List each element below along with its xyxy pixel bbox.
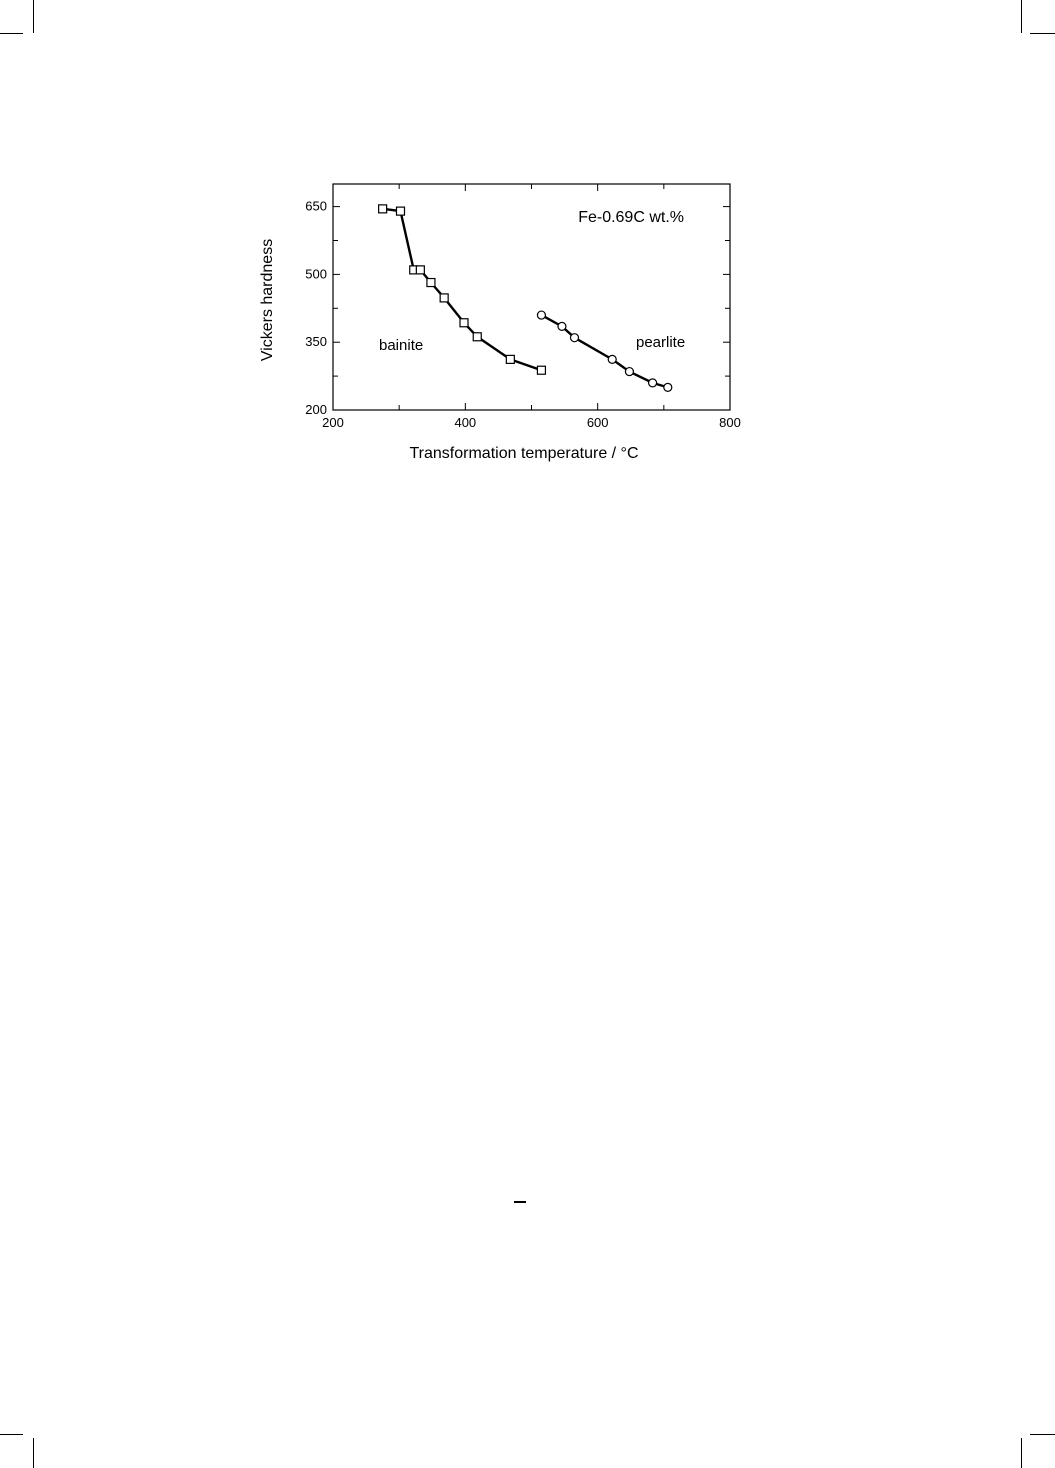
bainite-annotation: bainite [379,337,424,354]
pearlite-point [608,355,616,363]
pearlite-annotation: pearlite [636,334,686,351]
pearlite-point [649,379,657,387]
bainite-point [460,319,468,327]
y-tick-label: 350 [305,334,327,350]
bainite-point [416,266,424,274]
x-tick-label: 400 [454,415,477,430]
bainite-point [379,205,387,213]
series-lines [383,209,668,388]
bainite-point [427,279,435,287]
bainite-point [506,355,514,363]
pearlite-point [664,383,672,391]
pearlite-point [571,334,579,342]
y-axis-title: Vickers hardness [259,238,276,362]
bainite-point [396,207,404,215]
composition-annotation: Fe-0.69C wt.% [578,209,684,226]
bainite-point [537,366,545,374]
y-tick-label: 200 [305,402,327,417]
page-marker [514,1201,526,1203]
x-tick-label: 200 [322,415,344,430]
pearlite-point [625,368,633,376]
pearlite-point [558,322,566,330]
y-tick-label: 650 [305,198,327,214]
bainite-point [473,333,481,341]
x-axis-title: Transformation temperature / °C [409,445,639,462]
x-tick-label: 600 [586,415,609,430]
x-tick-label: 800 [719,415,741,430]
pearlite-point [537,311,545,319]
y-tick-label: 500 [305,266,327,282]
bainite-point [440,294,448,302]
